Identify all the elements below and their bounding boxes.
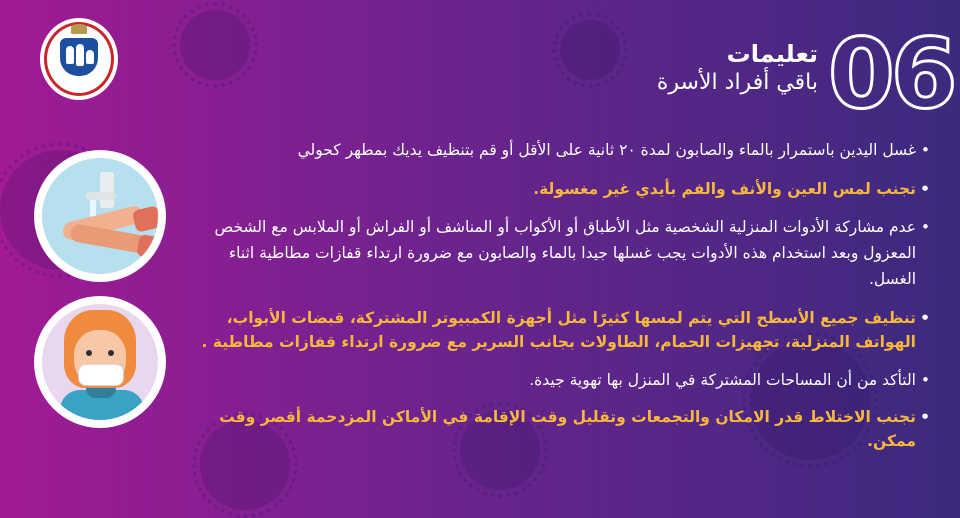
virus-decoration-2: [180, 10, 250, 80]
page-subtitle: باقي أفراد الأسرة: [656, 70, 818, 95]
handwashing-illustration: [34, 150, 166, 282]
instruction-item-6: تجنب الاختلاط قدر الامكان والتجمعات وتقليل وقت الإقامة في الأماكن المزدحمة أقصر وقت ممكن. •: [196, 405, 916, 453]
instruction-item-2: تجنب لمس العين والأنف والفم بأيدي غير مغسولة. •: [196, 177, 916, 201]
family-figure-icon: [76, 44, 84, 66]
faucet-spout: [86, 192, 116, 200]
faucet-icon: [100, 172, 114, 208]
family-figure-icon: [66, 46, 74, 64]
virus-decoration-6: [560, 20, 620, 80]
section-number: 06: [828, 18, 954, 130]
family-figure-icon: [86, 50, 94, 64]
instruction-item-4: تنظيف جميع الأسطح التي يتم لمسها كثيرًا مثل أجهزة الكمبيوتر المشتركة، قبضات الأبواب، الهواتف المنزلية، تجهيزات الحمام، الطاولات بجانب السرير مع ضرورة ارتداء قفازات مطاطية . •: [196, 306, 916, 354]
instruction-item-1: غسل اليدين باستمرار بالماء والصابون لمدة ٢٠ ثانية على الأقل أو قم بتنظيف يديك بمطهر كحولي •: [196, 138, 916, 162]
face-mask-icon: [78, 364, 124, 386]
child-mask-icon: [42, 304, 158, 420]
instruction-item-3: عدم مشاركة الأدوات المنزلية الشخصية مثل الأطباق أو الأكواب أو المناشف أو الفراش أو الملابس مع الشخص المعزول وبعد استخدام هذه الأدوات يجب غسلها جيدا بالماء والصابون مع ضرورة ارتداء قفازات مطاطية اثناء الغسل. •: [196, 214, 916, 292]
handwashing-icon: [42, 158, 158, 274]
sleeve-shape: [136, 234, 158, 260]
ministry-logo: [40, 18, 118, 100]
eye-icon: [108, 350, 114, 356]
eagle-icon: [71, 24, 87, 34]
page-title: تعليمات: [726, 40, 818, 68]
child-mask-illustration: [34, 296, 166, 428]
sleeve-shape: [132, 205, 158, 233]
instruction-item-5: التأكد من أن المساحات المشتركة في المنزل بها تهوية جيدة. •: [196, 368, 916, 392]
eye-icon: [86, 350, 92, 356]
